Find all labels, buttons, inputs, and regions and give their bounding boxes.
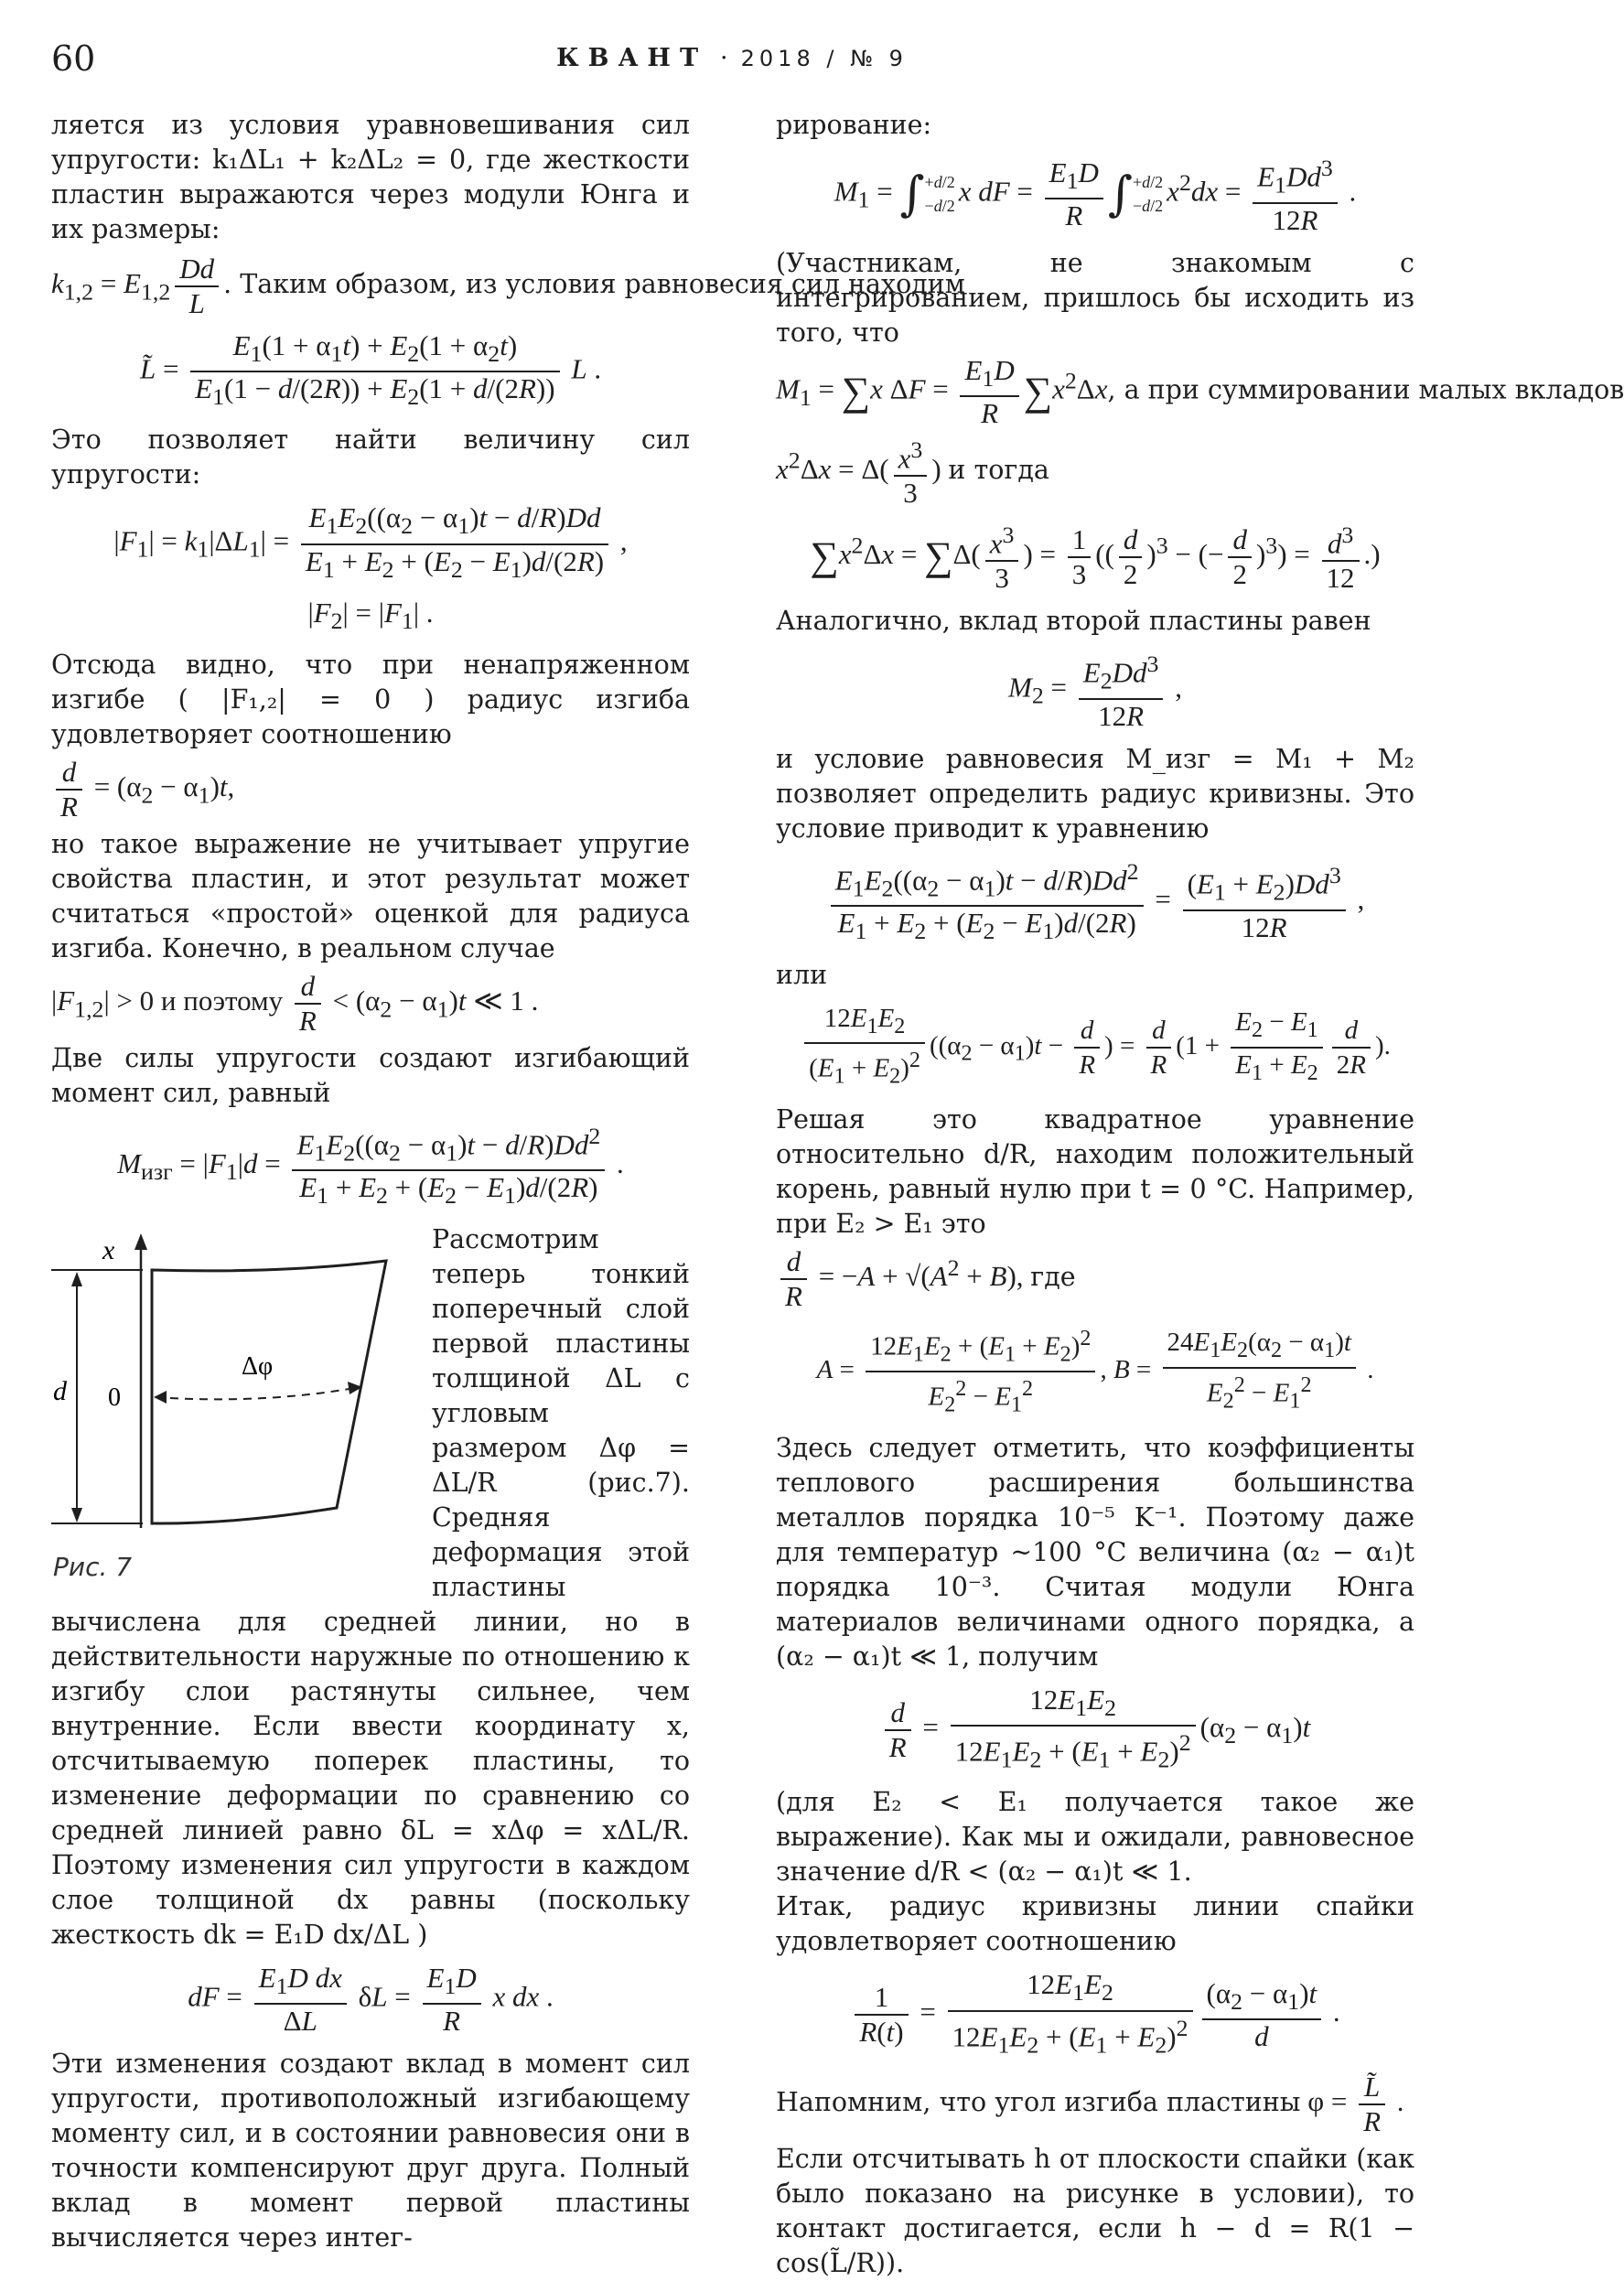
- equation-dR-approx: $\frac{d}{R}$ = $\frac{12E_1E_2}{12E_1E_2 + (E_1 + E_2)^2}$ $(\alpha_2 - \alpha_1)t$: [776, 1684, 1414, 1777]
- label-x: x: [102, 1235, 115, 1265]
- equation-curvature: $\frac{1}{R(t)}$ = $\frac{12E_1E_2}{12E_1E_2 + (E_1 + E_2)^2}$ $\frac{(\alpha_2 - \alpha_1)t}{d}$ .: [776, 1968, 1414, 2061]
- paragraph: (для E₂ < E₁ получается такое же выражение). Как мы и ожидали, равновесное значение d/R < (α₂ − α₁)t ≪ 1.: [776, 1785, 1414, 1889]
- paragraph: Аналогично, вклад второй пластины равен: [776, 604, 1414, 639]
- paragraph: (Участникам, не знакомым с интегрированием, пришлось бы исходить из того, что: [776, 246, 1414, 350]
- equation-A-B: A = $\frac{12E_1E_2 + (E_1 + E_2)^2}{E_2^2 - E_1^2}$ , B = $\frac{24E_1E_2(\alpha_2 - \alpha_1)t}{E_2^2 - E_1^2}$ .: [776, 1322, 1414, 1422]
- paragraph: рирование:: [776, 108, 1414, 143]
- equation-angle: Напомним, что угол изгиба пластины φ = $\frac{L̃}{R}$ .: [776, 2071, 1414, 2138]
- paragraph: и условие равновесия M_изг = M₁ + M₂ позволяет определить радиус кривизны. Это условие приводит к уравнению: [776, 742, 1414, 846]
- equation-dF: dF = $\frac{E_1D dx}{\Delta L}$ δL = $\frac{E_1D}{R}$ x dx .: [51, 1962, 690, 2038]
- figure-7: [51, 1226, 417, 1585]
- thickness-arrow-bottom: [71, 1508, 82, 1522]
- paragraph: ляется из условия уравновешивания сил упругости: k₁ΔL₁ + k₂ΔL₂ = 0, где жесткости пластин выражаются через модули Юнга и их размеры:: [51, 108, 690, 247]
- paragraph: Это позволяет найти величину сил упругости:: [51, 423, 690, 492]
- paragraph-inline: , а при суммировании малых вкладов: [1108, 374, 1624, 404]
- equation-F2: $|F_2| = |F_1|$ .: [51, 596, 690, 639]
- paragraph: или: [776, 958, 1414, 993]
- page-number: 60: [51, 38, 95, 79]
- label-d: d: [53, 1376, 68, 1406]
- equation-dR-simple: $\frac{d}{R}$ = $(\alpha_2 - \alpha_1)t$,: [51, 756, 690, 823]
- paragraph-inline: где: [1030, 1262, 1075, 1292]
- equation-quadratic: $\frac{12E_1E_2}{(E_1 + E_2)^2}$ ($(\alpha_2 - \alpha_1)t$ − $\frac{d}{R}$ ) = $\frac{d}{R}$ (1 + $\frac{E_2 - E_1}{E_1 + E_2}$ $\frac{d}{2R}$ ).: [776, 1002, 1414, 1093]
- paragraph: Итак, радиус кривизны линии спайки удовлетворяет соотношению: [776, 1889, 1414, 1959]
- equation-M1: $M_1$ = ∫ +d/2 −d/2 x dF = $\frac{E_1D}{R}$ ∫ +d/2 −d/2 $x^2dx$ = $\frac{E_1Dd^3}{12R}$ .: [776, 152, 1414, 237]
- angle-arrow-left: [154, 1391, 167, 1404]
- paragraph-inline: и тогда: [948, 454, 1049, 484]
- equation-L-tilde: L̃ = $\frac{E_1(1 + \alpha_1t) + E_2(1 + \alpha_2t)}{E_1(1 - d/(2R)) + E_2(1 + d/(2R))}$ L .: [51, 329, 690, 414]
- paragraph-inline: Напомним, что угол изгиба пластины: [776, 2087, 1300, 2117]
- thickness-arrow-top: [71, 1272, 82, 1286]
- equation-M-bend: $M_{изг} = |F_1|d$ = $\frac{E_1E_2((\alpha_2 - \alpha_1)t - d/R)Dd^2}{E_1 + E_2 + (E_2 - E_1)d/(2R)}$ .: [51, 1120, 690, 1213]
- equation-balance: $\frac{E_1E_2((\alpha_2 - \alpha_1)t - d/R)Dd^2}{E_1 + E_2 + (E_2 - E_1)d/(2R)}$ = $\frac{(E_1 + E_2)Dd^3}{12R}$ ,: [776, 855, 1414, 949]
- equation-F1: $|F_1| = k_1|\Delta L_1|$ = $\frac{E_1E_2((\alpha_2 - \alpha_1)t - d/R)Dd}{E_1 + E_2 + (E_2 - E_1)d/(2R)}$ ,: [51, 501, 690, 586]
- left-column: [51, 108, 690, 2255]
- paragraph: Эти изменения создают вклад в момент сил упругости, противоположный изгибающему моменту сил, и в состоянии равновесия они в точности компенсируют друг друга. Полный вклад в момент первой пластины вычисляется через интег-: [51, 2047, 690, 2255]
- equation-F12-bound: $|F_{1,2}| > 0$ и поэтому $\frac{d}{R}$ < $(\alpha_2 - \alpha_1)t$ ≪ 1 .: [51, 970, 690, 1038]
- figure-7-drawing: [51, 1226, 417, 1585]
- paragraph: Решая это квадратное уравнение относительно d/R, находим положительный корень, равный нулю при t = 0 °C. Например, при E₂ > E₁ это: [776, 1103, 1414, 1242]
- equation-x2dx: $x^2\Delta x = \Delta$( $\frac{x^3}{3}$ ) и тогда: [776, 434, 1414, 510]
- equation-root: $\frac{d}{R}$ = $-A + √(A^2 + B)$, где: [776, 1245, 1414, 1313]
- equation-M1-sum: $M_1 = \sum x$ ΔF = $\frac{E_1D}{R}$ $\sum x^2\Delta x$, а при суммировании малых вкладов: [776, 354, 1414, 430]
- equation-k12: $k_{1,2} = E_{1,2}$ $\frac{Dd}{L}$ . Таким образом, из условия равновесия сил находим: [51, 253, 690, 320]
- paragraph-tail: . Таким образом, из условия равновесия сил находим: [223, 269, 965, 299]
- paragraph: Если отсчитывать h от плоскости спайки (как было показано на рисунке в условии), то контакт достигается, если h − d = R(1 − cos(L̃/R)).: [776, 2142, 1414, 2281]
- equation-sum-x2: $\sum x^2\Delta x = \sum\Delta$( $\frac{x^3}{3}$ ) = $\frac{1}{3}$ (( $\frac{d}{2}$ )$^3$ − (− $\frac{d}{2}$ )$^3$) = $\frac{d^3}{12}$ .): [776, 519, 1414, 595]
- right-column: [776, 108, 1414, 2281]
- label-zero: 0: [108, 1383, 121, 1412]
- journal-title: КВАНТ: [556, 44, 707, 72]
- issue-number: 2018 / № 9: [741, 46, 908, 71]
- x-axis-arrowhead: [134, 1233, 147, 1250]
- label-angle: Δφ: [242, 1352, 273, 1381]
- paragraph: но такое выражение не учитывает упругие свойства пластин, и этот результат может считаться «простой» оценкой для радиуса изгиба. Конечно, в реальном случае: [51, 827, 690, 966]
- header-separator: ·: [720, 44, 728, 72]
- paragraph: Рассмотрим теперь тонкий поперечный слой первой пластины толщиной ΔL с угловым размером Δφ = ΔL/R (рис.7). Средняя деформация этой пластины вычислена для средней линии, но в действительности наружные по отношению к изгибу слои растянуты сильнее, чем внутренние. Если ввести координату x, отсчитываемую поперек пластины, то изменение деформации по сравнению со средней линией равно δL = xΔφ = xΔL/R. Поэтому изменения сил упругости в каждом слое толщиной dx равны (поскольку жесткость dk = E₁D dx/ΔL ): [51, 1222, 690, 1953]
- page-header: [51, 38, 1413, 84]
- paragraph: Две силы упругости создают изгибающий момент сил, равный: [51, 1041, 690, 1111]
- journal-header: [51, 44, 1413, 72]
- angle-dashed-arc: [156, 1387, 360, 1399]
- paragraph: Отсюда видно, что при ненапряженном изгибе ( |F₁,₂| = 0 ) радиус изгиба удовлетворяет соотношению: [51, 648, 690, 752]
- equation-M2: $M_2$ = $\frac{E_2Dd^3}{12R}$ ,: [776, 648, 1414, 733]
- paragraph: Здесь следует отметить, что коэффициенты теплового расширения большинства металлов порядка 10⁻⁵ K⁻¹. Поэтому даже для температур ~100 °C величина (α₂ − α₁)t порядка 10⁻³. Считая модули Юнга материалов величинами одного порядка, а (α₂ − α₁)t ≪ 1, получим: [776, 1431, 1414, 1674]
- figure-caption: Рис. 7: [53, 1550, 132, 1585]
